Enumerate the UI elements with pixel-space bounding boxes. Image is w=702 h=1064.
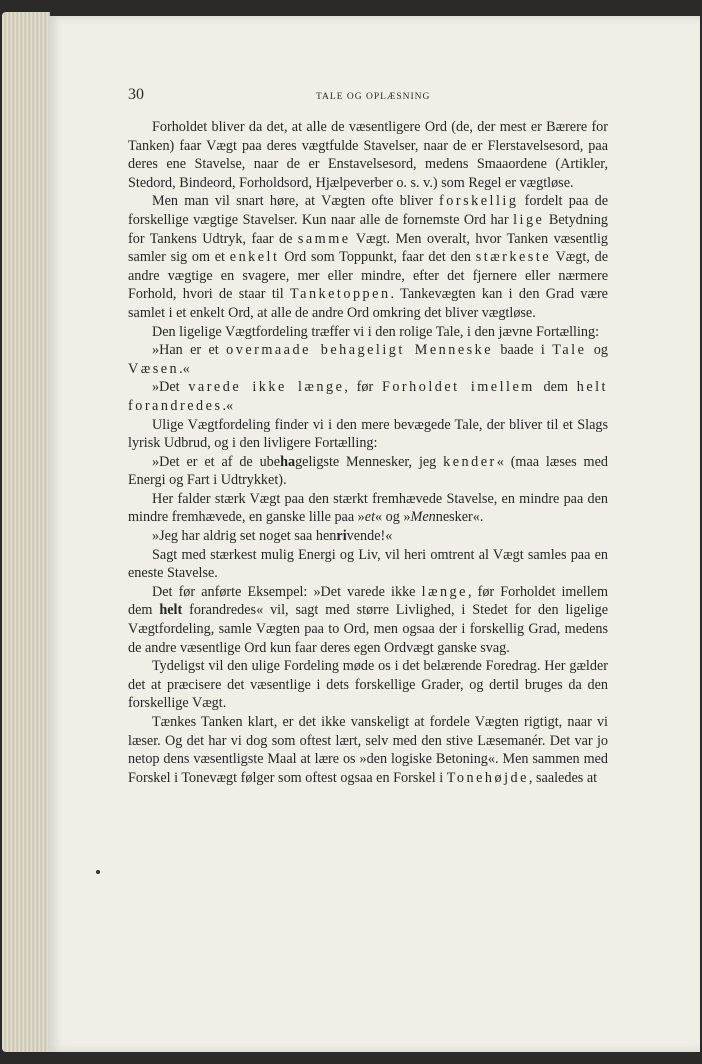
spaced-emphasis: lige	[513, 211, 545, 228]
example-quote: »Han er et overmaade behageligt Menneske baade i Tale og Væsen.«	[128, 342, 608, 377]
margin-mark	[96, 870, 100, 874]
paragraph: Det før anførte Eksempel: »Det varede ikke længe, før Forholdet imellem dem helt forandredes« vil, sagt med større Livlighed, i Stedet for den ligelige Vægtfordeling, samle Vægten paa to Ord, men ogsaa der i forskellig Grad, medens de andre væsentlige Ord kun faar deres egen Ordvægt ganske svag.	[128, 583, 608, 656]
paragraph: Men man vil snart høre, at Vægten ofte bliver forskellig fordelt paa de forskellige vægtige Stavelser. Kun naar alle de fornemste Ord har lige Betydning for Tankens Udtryk, faar de samme Vægt. Men overalt, hvor Tanken væsentlig samler sig om et enkelt Ord som Toppunkt, faar det den stærkeste Vægt, de andre vægtige en svagere, mer eller mindre, efter det fjernere eller nærmere Forhold, hvori de staar til Tanketoppen. Tankevægten kan i den Grad være samlet i et enkelt Ord, at alle de andre Ord omkring det bliver vægtløse.	[128, 193, 608, 321]
italic-emphasis: et	[364, 509, 376, 526]
spaced-emphasis: Forholdet imellem	[381, 379, 535, 396]
example-quote: »Det er et af de ubehageligste Mennesker, jeg kender« (maa læses med Energi og Fart i Udtrykket).	[128, 453, 608, 489]
page-number: 30	[128, 86, 144, 103]
spaced-emphasis: overmaade behageligt Menneske	[226, 342, 494, 359]
spaced-emphasis: Tonehøjde	[446, 769, 529, 786]
page-edge-stack	[2, 12, 50, 1052]
paragraph: Her falder stærk Vægt paa den stærkt fremhævede Stavelse, en mindre paa den mindre fremhævede, en ganske lille paa »et« og »Mennesker«.	[128, 490, 608, 526]
spaced-emphasis: varede ikke længe	[188, 379, 345, 396]
spaced-emphasis: stærkeste	[475, 249, 552, 266]
paragraph: Den ligelige Vægtfordeling træffer vi i den rolige Tale, i den jævne Fortælling:	[152, 323, 600, 340]
spaced-emphasis: helt forandredes	[128, 379, 608, 414]
spaced-emphasis: samme	[297, 230, 351, 247]
bold-emphasis: helt	[159, 602, 183, 619]
paragraph: Forholdet bliver da det, at alle de væsentligere Ord (de, der mest er Bærere for Tanken) faar Vægt paa deres vægtfulde Stavelser, naar de er Flerstavelsesord, paa deres ene Stavelse, naar de er Enstavelsesord, medens Smaaordene (Artikler, Stedord, Bindeord, Forholdsord, Hjælpeverber o. s. v.) som Regel er vægtløse.	[128, 119, 608, 191]
paragraph: Ulige Vægtfordeling finder vi i den mere bevægede Tale, der bliver til et Slags lyrisk Udbrud, og i den livligere Fortælling:	[128, 416, 608, 452]
running-title: TALE OG OPLÆSNING	[316, 92, 431, 102]
spaced-emphasis: Tale	[552, 342, 587, 359]
spaced-emphasis: enkelt	[229, 249, 280, 266]
paragraph: Tydeligst vil den ulige Fordeling møde os i det belærende Foredrag. Her gælder det at præcisere det væsentlige i dets forskellige Grader, og dertil bruges da den forskellige Vægt.	[128, 658, 608, 712]
spaced-emphasis: Tanketoppen	[289, 286, 391, 303]
example-quote: »Jeg har aldrig set noget saa henrivende!«	[152, 528, 393, 545]
page-header	[128, 86, 528, 110]
spaced-emphasis: kender	[443, 453, 497, 470]
italic-emphasis: Men	[410, 509, 436, 526]
spaced-emphasis: forskellig	[439, 193, 519, 210]
paragraph: Tænkes Tanken klart, er det ikke vanskeligt at fordele Vægten rigtigt, naar vi læser. Og det har vi dog som oftest lært, selv med den stive Læsemanér. Det var jo netop dens væsentligste Maal at lære os »den logiske Betoning«. Men sammen med Forskel i Tonevægt følger som oftest ogsaa en Forskel i Tonehøjde, saaledes at	[128, 714, 608, 786]
spaced-emphasis: Væsen	[128, 360, 180, 377]
bold-emphasis: ha	[280, 453, 296, 470]
paragraph: Sagt med stærkest mulig Energi og Liv, vil heri omtrent al Vægt samles paa en eneste Stavelse.	[128, 546, 608, 582]
example-quote: »Det varede ikke længe, før Forholdet imellem dem helt forandredes.«	[128, 379, 608, 414]
spaced-emphasis: længe	[421, 583, 468, 600]
bold-emphasis: ri	[336, 528, 347, 545]
body-text	[128, 118, 608, 787]
